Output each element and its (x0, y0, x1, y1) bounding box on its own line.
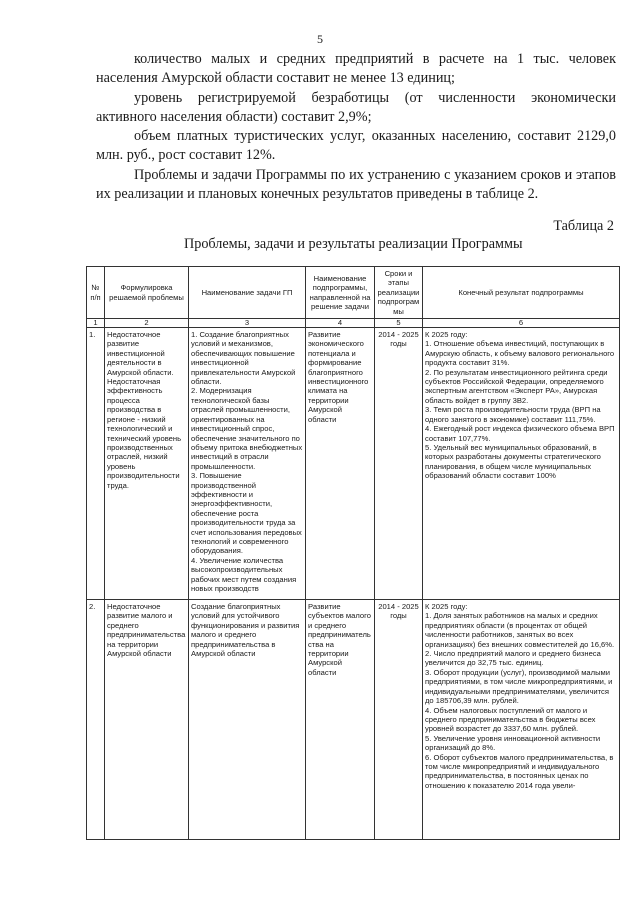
problem-cell: Недостаточное развитие инвестиционной деятельности в Амурской области. Недостаточная эффективность процесса производства в регионе - низкий технологический и технический уровень производственных отраслей, низкий уровень производительности труда. (105, 328, 189, 600)
subprogram-cell: Развитие субъектов малого и среднего предпринимательства на территории Амурской области (306, 600, 375, 840)
column-number: 4 (306, 319, 375, 328)
task-cell: Создание благоприятных условий для устойчивого функционирования и развития малого и среднего предпринимательства в Амурской области (189, 600, 306, 840)
column-number: 6 (423, 319, 620, 328)
header-cell: Сроки и этапы реализации подпрограммы (375, 267, 423, 319)
task-cell: 1. Создание благоприятных условий и механизмов, обеспечивающих повышение инвестиционной привлекательности Амурской области. 2. Модернизация технологической базы отраслей промышленности, ориентированных на инвестиционный спрос, обеспечение значительного по объему притока внебюджетных инвестиций в отрасли промышленности. 3. Повышение производственной эффективности и энергоэффективности, обеспечение роста производительности труда за счет использования передовых технологий и современного оборудования. 4. Увеличение количества высокопроизводительных рабочих мест путем создания новых производств (189, 328, 306, 600)
header-cell: Наименование подпрограммы, направленной на решение задачи (306, 267, 375, 319)
column-number: 1 (87, 319, 105, 328)
result-cell: К 2025 году: 1. Отношение объема инвестиций, поступающих в Амурскую область, к объему валового регионального продукта составит 31%. 2. По результатам инвестиционного рейтинга среди субъектов Российской Федерации, определяемого экспертным агентством «Эксперт РА», Амурская область войдет в группу 3В2. 3. Темп роста производительности труда (ВРП на одного занятого в экономике) составит 111,75%. 4. Ежегодный рост индекса физического объема ВРП составит 107,77%. 5. Удельный вес муниципальных образований, в которых разработаны документы стратегического планирования, в общем числе муниципальных образований области составит 100% (423, 328, 620, 600)
column-number: 3 (189, 319, 306, 328)
results-table (86, 266, 620, 840)
table-title: Проблемы, задачи и результаты реализации Программы (184, 236, 523, 252)
result-cell: К 2025 году: 1. Доля занятых работников на малых и средних предприятиях области (в процентах от общей численности работников, занятых во всех организациях) без внешних совместителей до 16,6%. 2. Число предприятий малого и среднего бизнеса увеличится до 32,75 тыс. единиц. 3. Оборот продукции (услуг), производимой малыми предприятиями, в том числе микропредприятиями, и индивидуальными предпринимателями, увеличится до 185706,39 млн. рублей. 4. Объем налоговых поступлений от малого и среднего предпринимательства в бюджеты всех уровней возрастет до 3337,60 млн. рублей. 5. Увеличение уровня инновационной активности организаций до 8%. 6. Оборот субъектов малого предпринимательства, в том числе микропредприятий и индивидуального предпринимательства, в постоянных ценах по отношению к показателю 2014 года увели- (423, 600, 620, 840)
subprogram-cell: Развитие экономического потенциала и формирование благоприятного инвестиционного климата на территории Амурской области (306, 328, 375, 600)
term-cell: 2014 - 2025 годы (375, 328, 423, 600)
problem-cell: Недостаточное развитие малого и среднего предпринимательства на территории Амурской области (105, 600, 189, 840)
paragraph-4: Проблемы и задачи Программы по их устранению с указанием сроков и этапов их реализации и плановых конечных результатов приведены в таблице 2. (96, 166, 616, 203)
header-cell: Конечный результат подпрограммы (423, 267, 620, 319)
table-row (87, 600, 620, 840)
column-number: 2 (105, 319, 189, 328)
row-number: 2. (87, 600, 105, 840)
header-cell: Наименование задачи ГП (189, 267, 306, 319)
header-cell: № п/п (87, 267, 105, 319)
column-number-row (87, 319, 620, 328)
paragraph-2: уровень регистрируемой безработицы (от численности экономически активного населения области) составит 2,9%; (96, 89, 616, 125)
header-cell: Формулировка решаемой проблемы (105, 267, 189, 319)
paragraph-3: объем платных туристических услуг, оказанных населению, составит 2129,0 млн. руб., рост составит 12%. (96, 128, 616, 164)
body-text (96, 50, 616, 204)
term-cell: 2014 - 2025 годы (375, 600, 423, 840)
table-row (87, 328, 620, 600)
column-number: 5 (375, 319, 423, 328)
table-header-row (87, 267, 620, 319)
paragraph-1: количество малых и средних предприятий в расчете на 1 тыс. человек населения Амурской области составит не менее 13 единиц; (96, 51, 616, 87)
table-caption: Таблица 2 (553, 218, 614, 234)
page-number: 5 (317, 32, 323, 46)
row-number: 1. (87, 328, 105, 600)
